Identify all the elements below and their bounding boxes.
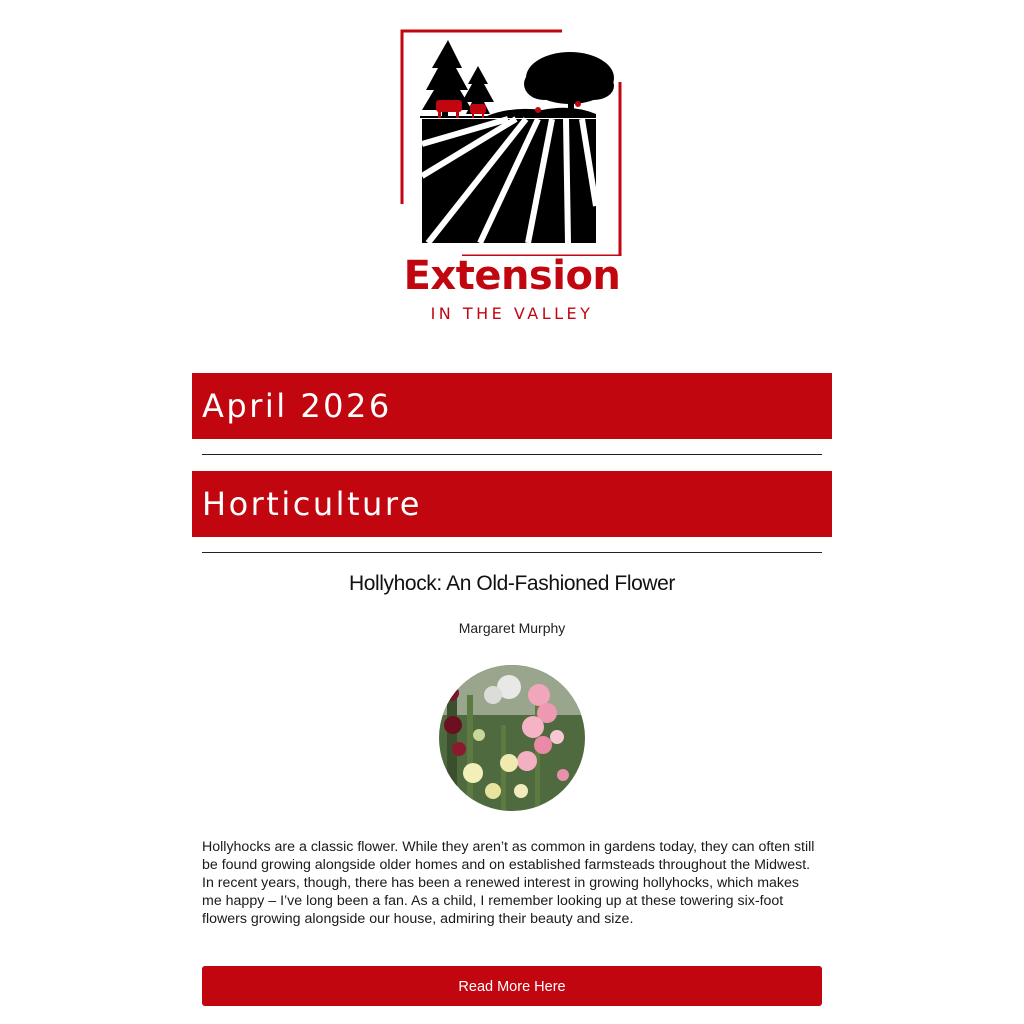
logo-title: Extension (403, 253, 621, 299)
article-author: Margaret Murphy (458, 620, 566, 636)
read-more-button[interactable]: Read More Here (202, 966, 822, 1006)
divider (202, 454, 822, 455)
divider (202, 552, 822, 553)
article-body (202, 838, 822, 928)
extension-logo (392, 26, 632, 332)
article-paragraph: In recent years, though, there has been a renewed interest in growing hollyhocks, which makes me happy – I’ve long been a fan. As a child, I remember looking up at these towering six-foot flowers growing alongside our house, admiring their beauty and size. (202, 875, 799, 927)
logo-subtitle: IN THE VALLEY (430, 304, 594, 323)
hollyhock-photo (439, 665, 585, 811)
section-banner: Horticulture (192, 471, 832, 537)
article-paragraph: Hollyhocks are a classic flower. While they aren’t as common in gardens today, they can often still be found growing alongside older homes and on established farmsteads throughout the Midwest. (202, 839, 815, 873)
article-title: Hollyhock: An Old-Fashioned Flower (348, 572, 676, 595)
farm-landscape-icon (392, 26, 632, 256)
date-banner: April 2026 (192, 373, 832, 439)
